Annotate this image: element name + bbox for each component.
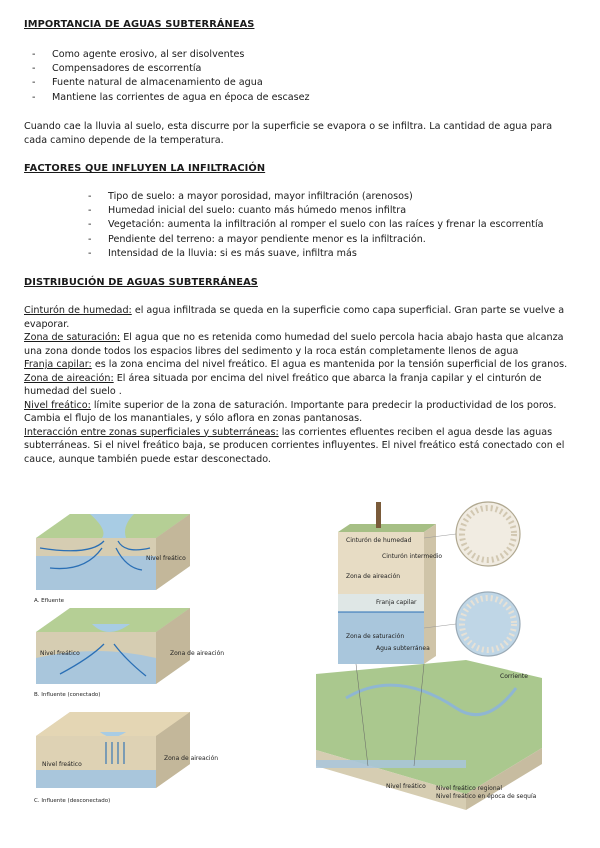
svg-text:Zona de aireación: Zona de aireación (170, 650, 225, 657)
svg-text:Nivel freático: Nivel freático (42, 761, 82, 768)
heading-distribucion: DISTRIBUCIÓN DE AGUAS SUBTERRÁNEAS (24, 277, 258, 288)
groundwater-zones-figure (316, 498, 542, 810)
importancia-list (24, 48, 310, 105)
svg-text:Nivel freático regional: Nivel freático regional (436, 785, 503, 792)
diagram-influent-connected (34, 608, 224, 698)
list-item: - Tipo de suelo: a mayor porosidad, mayor infiltración (arenosos) (80, 190, 544, 204)
definitions-block (24, 304, 580, 466)
svg-text:Nivel freático: Nivel freático (146, 555, 186, 562)
svg-text:A. Efluente: A. Efluente (34, 598, 64, 604)
list-item: - Intensidad de la lluvia: si es más suave, infiltra más (80, 247, 544, 261)
svg-text:Cinturón intermedio: Cinturón intermedio (382, 553, 443, 560)
list-item: - Humedad inicial del suelo: cuanto más húmedo menos infiltra (80, 204, 544, 218)
svg-text:Nivel freático en época de seq: Nivel freático en época de sequía (436, 793, 537, 800)
svg-text:Zona de aireación: Zona de aireación (346, 573, 401, 580)
list-item: - Vegetación: aumenta la infiltración al romper el suelo con las raíces y frenar la escorrentía (80, 218, 544, 232)
definition-aireacion: Zona de aireación: El área situada por encima del nivel freático que abarca la franja capilar y el cinturón de humedad del suelo . (24, 372, 542, 397)
svg-text:Franja capilar: Franja capilar (376, 599, 417, 606)
definition-nivel-freatico: Nivel freático: límite superior de la zona de saturación. Importante para predecir la productividad de los poros. Cambia el flujo de los manantiales, y sólo aflora en zonas pantanosas. (24, 399, 557, 424)
list-item: - Mantiene las corrientes de agua en época de escasez (24, 91, 310, 105)
svg-text:C. Influente (desconectado): C. Influente (desconectado) (34, 798, 111, 804)
list-item: - Como agente erosivo, al ser disolventes (24, 48, 310, 62)
list-item: - Pendiente del terreno: a mayor pendiente menor es la infiltración. (80, 233, 544, 247)
stream-diagrams-figure (30, 508, 225, 813)
svg-text:Zona de aireación: Zona de aireación (164, 755, 219, 762)
svg-text:B. Influente (conectado): B. Influente (conectado) (34, 692, 101, 698)
landscape-block (316, 660, 542, 810)
diagram-effluent (34, 514, 190, 604)
svg-text:Agua subterránea: Agua subterránea (376, 645, 430, 652)
svg-text:Nivel freático: Nivel freático (386, 783, 426, 790)
list-item: - Fuente natural de almacenamiento de agua (24, 76, 310, 90)
diagram-influent-disconnected (34, 712, 218, 804)
definition-interaccion: Interacción entre zonas superficiales y subterráneas: las corrientes efluentes reciben el agua desde las aguas subterráneas. Si el nivel freático baja, se producen corrientes influyentes. El nivel freático está conectado con el cauce, aunque también puede estar desconectado. (24, 426, 565, 465)
definition-humedad: Cinturón de humedad: el agua infiltrada se queda en la superficie como capa superficial. Gran parte se vuelve a evaporar. (24, 305, 565, 330)
definition-saturacion: Zona de saturación: El agua que no es retenida como humedad del suelo percola hacia abajo hasta que alcanza una zona donde todos los espacios libres del sedimento y la roca están completamente llenos de agua (24, 332, 564, 357)
definition-franja: Franja capilar: es la zona encima del nivel freático. El agua es mantenida por la tensión superficial de los granos. (24, 359, 568, 370)
svg-text:Corriente: Corriente (500, 673, 528, 680)
heading-importancia: IMPORTANCIA DE AGUAS SUBTERRÁNEAS (24, 19, 255, 30)
factores-list (80, 190, 544, 261)
soil-column (338, 502, 442, 664)
list-item: - Compensadores de escorrentía (24, 62, 310, 76)
pore-magnifiers (424, 502, 520, 656)
heading-factores: FACTORES QUE INFLUYEN LA INFILTRACIÓN (24, 163, 266, 174)
svg-text:Cinturón de humedad: Cinturón de humedad (346, 537, 412, 544)
svg-text:Zona de saturación: Zona de saturación (346, 633, 405, 640)
intro-paragraph: Cuando cae la lluvia al suelo, esta discurre por la superficie se evapora o se infiltra. La cantidad de agua para cada camino depende de la temperatura. (24, 121, 553, 146)
svg-text:Nivel freático: Nivel freático (40, 650, 80, 657)
